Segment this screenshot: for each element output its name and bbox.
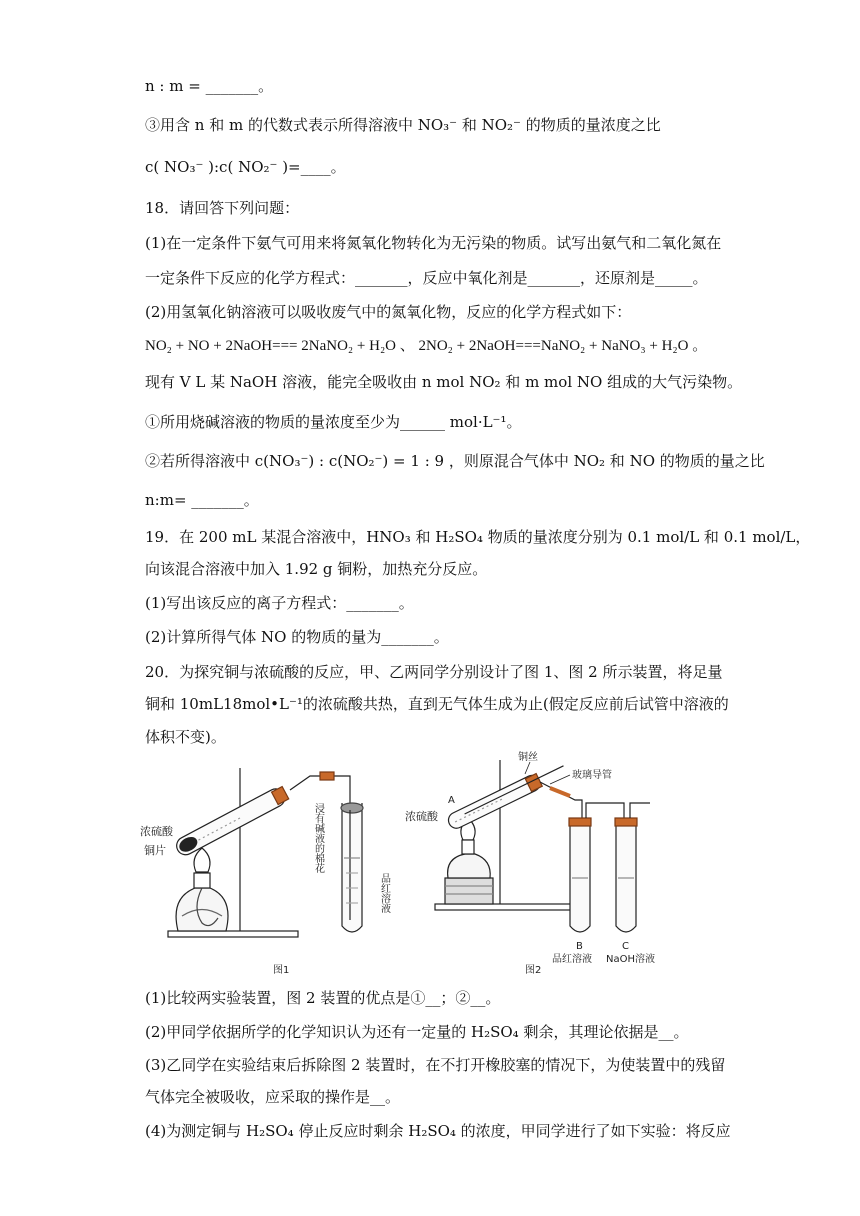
answer-line-concentration-ratio: c( NO₃⁻ ):c( NO₂⁻ )=____。 xyxy=(145,158,346,176)
apparatus-figure xyxy=(130,748,730,978)
lamp-neck xyxy=(194,873,210,888)
fig1-label-cotton: 浸有碱液的棉花 xyxy=(312,803,324,873)
stand-base xyxy=(168,931,298,937)
apparatus-diagram xyxy=(130,748,730,978)
question-line: 铜和 10mL18mol•L⁻¹的浓硫酸共热，直到无气体生成为止(假定反应前后试管中溶液的 xyxy=(145,695,729,713)
question-line: ①所用烧碱溶液的物质的量浓度至少为______ mol·L⁻¹。 xyxy=(145,413,522,431)
question-line: (1)比较两实验装置，图 2 装置的优点是①__；②__。 xyxy=(145,989,501,1007)
figure-2 xyxy=(435,760,650,932)
question-line: (3)乙同学在实验结束后拆除图 2 装置时，在不打开橡胶塞的情况下，为使装置中的残留 xyxy=(145,1056,726,1074)
question-line: (1)在一定条件下氨气可用来将氮氧化物转化为无污染的物质。试写出氨气和二氧化氮在 xyxy=(145,234,722,252)
question-20-heading: 20．为探究铜与浓硫酸的反应，甲、乙两同学分别设计了图 1、图 2 所示装置，将足量 xyxy=(145,663,723,681)
copper-wire xyxy=(465,766,564,814)
question-line: 气体完全被吸收，应采取的操作是__。 xyxy=(145,1088,401,1106)
cotton-plug xyxy=(341,803,363,813)
tube-connector xyxy=(320,772,334,780)
fig1-label-acid: 浓硫酸 xyxy=(140,825,173,838)
fig2-label-B-text: 品红溶液 xyxy=(552,954,592,965)
fig2-caption: 图2 xyxy=(525,965,542,976)
fig2-label-acid: 浓硫酸 xyxy=(405,810,438,823)
lamp-neck-2 xyxy=(462,840,474,854)
answer-line-n-m: n : m = _______。 xyxy=(145,77,274,95)
fig2-label-glass: 玻璃导管 xyxy=(572,770,612,781)
test-tube-1 xyxy=(173,785,289,858)
question-18-heading: 18．请回答下列问题： xyxy=(145,199,300,217)
fig2-label-A: A xyxy=(448,795,455,806)
spirit-lamp-2 xyxy=(448,854,491,878)
fig2-label-wire: 铜丝 xyxy=(518,752,538,763)
question-line: ③用含 n 和 m 的代数式表示所得溶液中 NO₃⁻ 和 NO₂⁻ 的物质的量浓度之比 xyxy=(145,116,661,134)
answer-line-n-m: n:m= _______。 xyxy=(145,491,259,509)
flame-icon xyxy=(194,848,210,872)
fig2-label-C: C xyxy=(622,941,629,952)
question-line: (2)用氢氧化钠溶液可以吸收废气中的氮氧化物，反应的化学方程式如下： xyxy=(145,303,632,321)
test-tube-C xyxy=(616,818,636,932)
stopper-C xyxy=(615,818,637,826)
fig2-label-B: B xyxy=(576,941,583,952)
question-line: 向该混合溶液中加入 1.92 g 铜粉，加热充分反应。 xyxy=(145,560,488,578)
question-line: (1)写出该反应的离子方程式：_______。 xyxy=(145,594,414,612)
question-line: 现有 V L 某 NaOH 溶液，能完全吸收由 n mol NO₂ 和 m mol NO 组成的大气污染物。 xyxy=(145,373,743,391)
fig2-label-C-text: NaOH溶液 xyxy=(606,954,655,965)
fig1-label-pinkred: 品红溶液 xyxy=(378,873,390,913)
test-tube-A xyxy=(446,760,568,830)
glass-leader-line xyxy=(550,775,570,784)
stand-base-2 xyxy=(435,904,575,910)
test-tube-B xyxy=(570,818,590,932)
figure-1 xyxy=(168,768,363,937)
stopper-B xyxy=(569,818,591,826)
question-19-heading: 19．在 200 mL 某混合溶液中，HNO₃ 和 H₂SO₄ 物质的量浓度分别为 0.1 mol/L 和 0.1 mol/L， xyxy=(145,528,811,546)
heater-block xyxy=(445,878,493,904)
chemical-equations: NO₂ + NO + 2NaOH=== 2NaNO₂ + H₂O 、 2NO₂ + 2NaOH===NaNO₂ + NaNO₃ + H₂O 。 xyxy=(145,338,708,354)
tube-connector-2 xyxy=(550,788,570,796)
fig1-label-copper: 铜片 xyxy=(144,844,166,857)
question-line: 体积不变)。 xyxy=(145,728,226,746)
question-line: 一定条件下反应的化学方程式：_______，反应中氧化剂是_______，还原剂是_____。 xyxy=(145,269,708,287)
question-line: (2)计算所得气体 NO 的物质的量为_______。 xyxy=(145,628,449,646)
fig1-caption: 图1 xyxy=(273,965,290,976)
receiving-tube-1 xyxy=(342,803,362,932)
question-line: ②若所得溶液中 c(NO₃⁻) : c(NO₂⁻) = 1 : 9 ，则原混合气体中 NO₂ 和 NO 的物质的量之比 xyxy=(145,452,765,470)
question-line: (4)为测定铜与 H₂SO₄ 停止反应时剩余 H₂SO₄ 的浓度，甲同学进行了如下实验：将反应 xyxy=(145,1122,731,1140)
question-line: (2)甲同学依据所学的化学知识认为还有一定量的 H₂SO₄ 剩余，其理论依据是__。 xyxy=(145,1023,689,1041)
outlet-tube-C xyxy=(630,803,650,818)
wire-leader-line xyxy=(525,762,530,774)
